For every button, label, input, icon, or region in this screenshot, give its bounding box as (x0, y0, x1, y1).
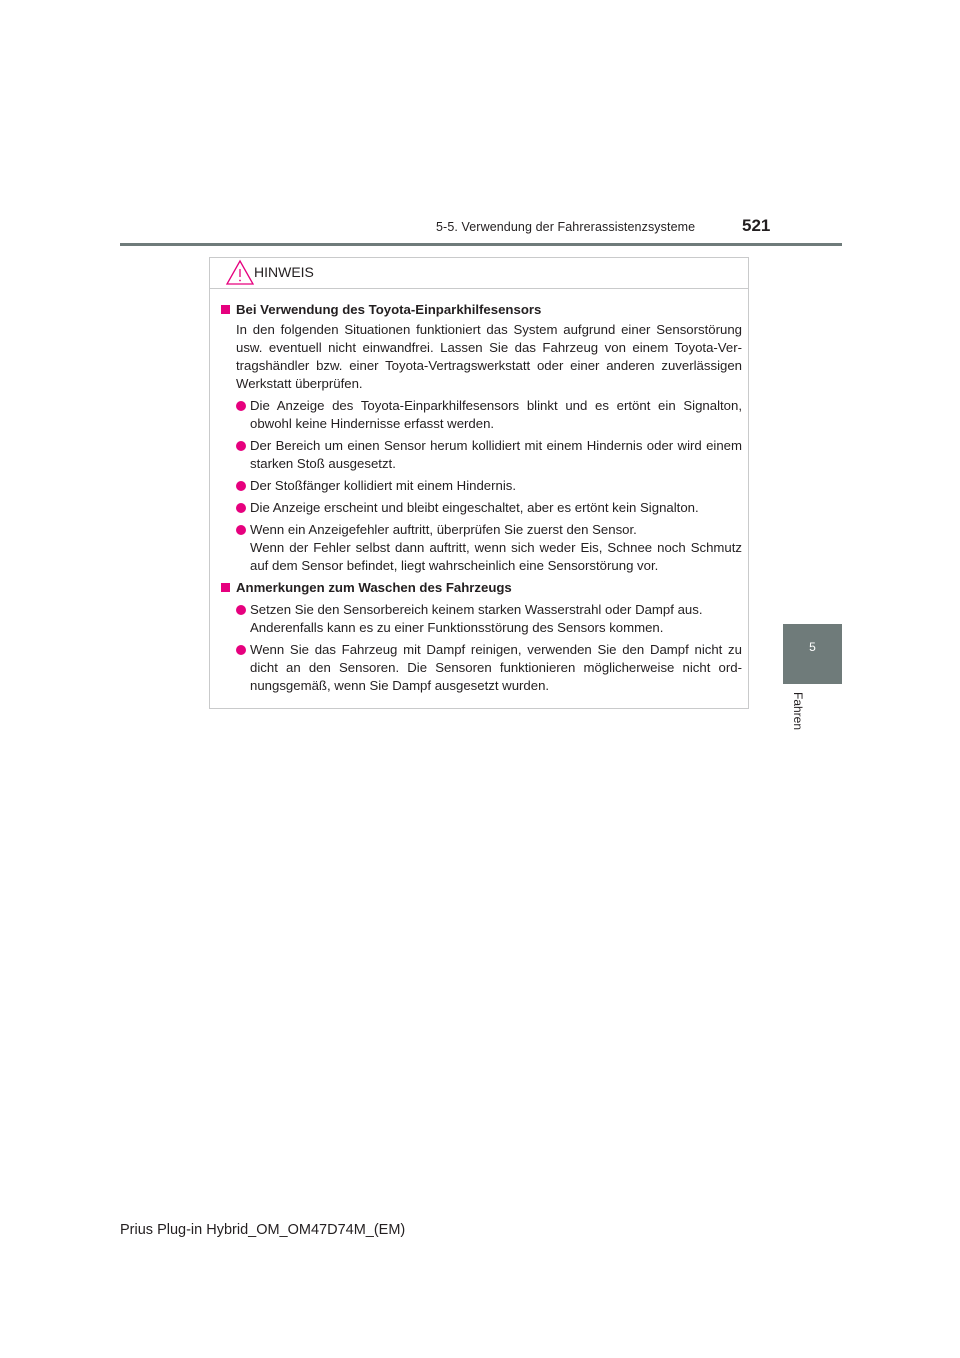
circle-bullet-icon (236, 481, 246, 491)
circle-bullet-icon (236, 401, 246, 411)
section-heading: Anmerkungen zum Waschen des Fahrzeugs (218, 579, 742, 597)
circle-bullet-icon (236, 503, 246, 513)
chapter-label: Fahren (791, 692, 805, 731)
list-item: Die Anzeige des Toyota-Einparkhilfesensors blinkt und es ertönt ein Signalton, obwohl keine Hindernisse erfasst werden. (218, 397, 742, 433)
square-bullet-icon (221, 305, 230, 314)
section-heading: Bei Verwendung des Toyota-Einparkhilfesensors (218, 301, 742, 319)
notice-title: HINWEIS (254, 264, 314, 280)
notice-header (210, 258, 748, 289)
document-id: Prius Plug-in Hybrid_OM_OM47D74M_(EM) (120, 1222, 406, 1238)
circle-bullet-icon (236, 605, 246, 615)
header-divider (120, 243, 842, 246)
list-item: Setzen Sie den Sensorbereich keinem starken Wasserstrahl oder Dampf aus. Anderenfalls kann es zu einer Funktionsstörung des Sensors kommen. (218, 601, 742, 637)
list-item: Der Stoßfänger kollidiert mit einem Hindernis. (218, 477, 742, 495)
square-bullet-icon (221, 583, 230, 592)
notice-box (209, 257, 749, 709)
chapter-number: 5 (809, 640, 816, 654)
list-item: Wenn Sie das Fahrzeug mit Dampf reinigen, verwenden Sie den Dampf nicht zu dicht an den Sensoren. Die Sensoren funktionieren möglicherweise nicht ord- nungsgemäß, wenn Sie Dampf ausgesetzt wurden. (218, 641, 742, 695)
warning-triangle-icon (225, 259, 255, 286)
chapter-tab (783, 624, 842, 684)
section-intro: In den folgenden Situationen funktioniert das System aufgrund einer Sensorstörung usw. eventuell nicht einwandfrei. Lassen Sie das Fahrzeug von einem Toyota-Ver- tragshändler bzw. einer Toyota-Vertragswerkstatt oder einer anderen zuverlässigen Werkstatt überprüfen. (236, 322, 742, 391)
circle-bullet-icon (236, 441, 246, 451)
notice-body (210, 289, 748, 695)
list-item: Der Bereich um einen Sensor herum kollidiert mit einem Hindernis oder wird einem starken Stoß ausgesetzt. (218, 437, 742, 473)
list-item: Wenn ein Anzeigefehler auftritt, überprüfen Sie zuerst den Sensor. Wenn der Fehler selbst dann auftritt, wenn sich weder Eis, Schnee noch Schmutz auf dem Sensor befindet, liegt wahrscheinlich eine Sensorstörung vor. (218, 521, 742, 575)
circle-bullet-icon (236, 645, 246, 655)
circle-bullet-icon (236, 525, 246, 535)
list-item: Die Anzeige erscheint und bleibt eingeschaltet, aber es ertönt kein Signalton. (218, 499, 742, 517)
page-number: 521 (742, 216, 771, 235)
running-header: 5-5. Verwendung der Fahrerassistenzsysteme (436, 220, 696, 234)
